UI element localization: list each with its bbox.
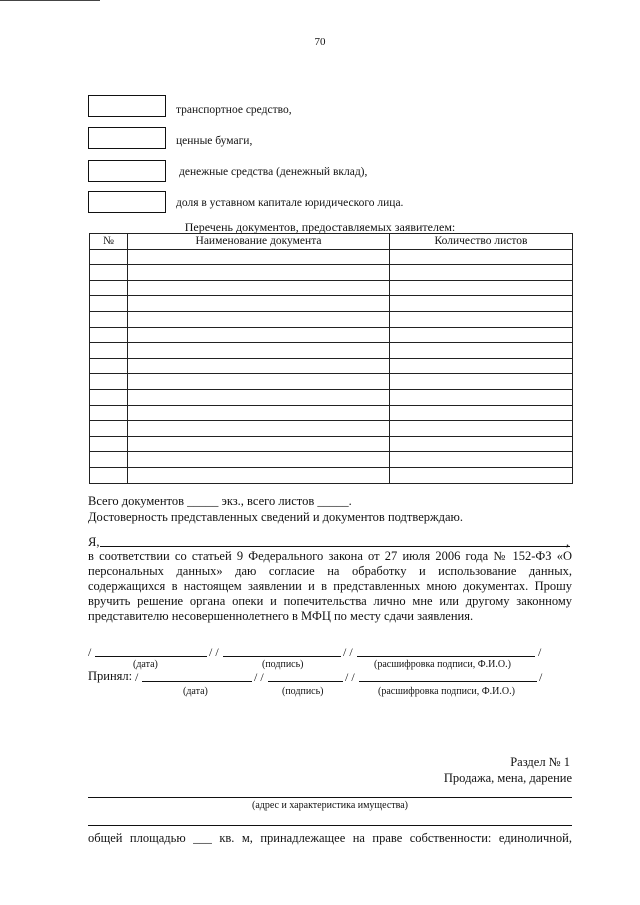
cell-number[interactable]	[90, 452, 128, 468]
header-number: №	[90, 234, 128, 250]
cell-document-name[interactable]	[128, 358, 390, 374]
header-sheet-count: Количество листов	[390, 234, 573, 250]
cell-document-name[interactable]	[128, 327, 390, 343]
sig2-signature-line[interactable]	[268, 671, 343, 682]
cell-number[interactable]	[90, 467, 128, 483]
cell-number[interactable]	[90, 436, 128, 452]
cell-document-name[interactable]	[128, 265, 390, 281]
cell-sheet-count[interactable]	[390, 327, 573, 343]
sig1-date-line[interactable]	[95, 646, 207, 657]
checkbox-share[interactable]	[88, 191, 166, 213]
cell-document-name[interactable]	[128, 311, 390, 327]
cell-number[interactable]	[90, 249, 128, 265]
top-corner-line	[0, 0, 100, 1]
cell-sheet-count[interactable]	[390, 311, 573, 327]
table-row	[90, 343, 573, 359]
table-row	[90, 296, 573, 312]
address-line-2[interactable]	[88, 825, 572, 826]
checkbox-label-securities: ценные бумаги,	[176, 135, 253, 147]
cell-sheet-count[interactable]	[390, 358, 573, 374]
table-row	[90, 280, 573, 296]
checkbox-label-money: денежные средства (денежный вклад),	[179, 166, 368, 178]
cell-sheet-count[interactable]	[390, 249, 573, 265]
sig1-decode-line[interactable]	[357, 646, 535, 657]
cell-number[interactable]	[90, 343, 128, 359]
cell-sheet-count[interactable]	[390, 296, 573, 312]
sig1-signature-line[interactable]	[223, 646, 341, 657]
ya-comma: ,	[566, 535, 570, 549]
sig2-date-line[interactable]	[142, 671, 252, 682]
cell-document-name[interactable]	[128, 296, 390, 312]
cell-number[interactable]	[90, 265, 128, 281]
cell-sheet-count[interactable]	[390, 467, 573, 483]
table-row	[90, 405, 573, 421]
sig1-decode-caption: (расшифровка подписи, Ф.И.О.)	[374, 659, 511, 670]
cell-sheet-count[interactable]	[390, 265, 573, 281]
table-row	[90, 311, 573, 327]
totals-line: Всего документов _____ экз., всего листов _____.	[88, 494, 352, 508]
address-line[interactable]	[88, 797, 572, 798]
documents-caption: Перечень документов, предоставляемых заявителем:	[184, 220, 456, 234]
cell-document-name[interactable]	[128, 452, 390, 468]
cell-document-name[interactable]	[128, 249, 390, 265]
page-number: 70	[314, 36, 326, 48]
checkbox-vehicle[interactable]	[88, 95, 166, 117]
cell-sheet-count[interactable]	[390, 280, 573, 296]
checkbox-securities[interactable]	[88, 127, 166, 149]
sig1-slash-a: / /	[209, 645, 219, 659]
sig1-slash-b: / /	[343, 645, 353, 659]
consent-paragraph: в соответствии со статьей 9 Федерального закона от 27 июля 2006 года № 152-ФЗ «О персональных данных» даю согласие на обработку и использование данных, содержащихся в настоящем заявлении и в представленных мною документах. Прошу вручить решение органа опеки и попечительства лично мне или другому законному представителю несовершеннолетнего в МФЦ по месту сдачи заявления.	[88, 549, 572, 623]
table-row	[90, 421, 573, 437]
cell-document-name[interactable]	[128, 421, 390, 437]
cell-document-name[interactable]	[128, 343, 390, 359]
cell-sheet-count[interactable]	[390, 389, 573, 405]
cell-number[interactable]	[90, 280, 128, 296]
sig2-slash-b: / /	[345, 670, 355, 684]
cell-sheet-count[interactable]	[390, 452, 573, 468]
cell-sheet-count[interactable]	[390, 436, 573, 452]
table-row	[90, 374, 573, 390]
documents-table	[89, 233, 573, 484]
sig1-date-caption: (дата)	[133, 659, 158, 670]
sig2-slash-end: /	[539, 670, 543, 684]
section-subtitle: Продажа, мена, дарение	[443, 771, 572, 785]
accepted-label: Принял:	[88, 669, 133, 683]
cell-number[interactable]	[90, 405, 128, 421]
sig1-slash-end: /	[538, 645, 542, 659]
checkbox-label-share: доля в уставном капитале юридического лица.	[176, 197, 404, 209]
table-row	[90, 249, 573, 265]
sig2-slash-a: / /	[254, 670, 264, 684]
cell-document-name[interactable]	[128, 280, 390, 296]
ya-label: Я,	[88, 535, 100, 549]
cell-number[interactable]	[90, 327, 128, 343]
table-header-row	[90, 234, 573, 250]
cell-sheet-count[interactable]	[390, 374, 573, 390]
cell-number[interactable]	[90, 296, 128, 312]
sig2-decode-caption: (расшифровка подписи, Ф.И.О.)	[378, 686, 515, 697]
table-row	[90, 389, 573, 405]
checkbox-money[interactable]	[88, 160, 166, 182]
confirm-line: Достоверность представленных сведений и документов подтверждаю.	[88, 510, 463, 524]
table-row	[90, 436, 573, 452]
sig2-signature-caption: (подпись)	[282, 686, 324, 697]
sig1-slash-start: /	[88, 645, 92, 659]
sig2-date-caption: (дата)	[183, 686, 208, 697]
table-row	[90, 358, 573, 374]
cell-sheet-count[interactable]	[390, 343, 573, 359]
cell-document-name[interactable]	[128, 374, 390, 390]
cell-number[interactable]	[90, 421, 128, 437]
table-row	[90, 265, 573, 281]
area-line: общей площадью ___ кв. м, принадлежащее на праве собственности: единоличной,	[88, 831, 572, 845]
cell-document-name[interactable]	[128, 467, 390, 483]
section-title: Раздел № 1	[510, 755, 570, 769]
cell-number[interactable]	[90, 311, 128, 327]
cell-document-name[interactable]	[128, 405, 390, 421]
cell-number[interactable]	[90, 389, 128, 405]
header-document-name: Наименование документа	[128, 234, 390, 250]
checkbox-label-vehicle: транспортное средство,	[176, 104, 292, 116]
cell-number[interactable]	[90, 374, 128, 390]
sig2-decode-line[interactable]	[359, 671, 537, 682]
cell-number[interactable]	[90, 358, 128, 374]
cell-document-name[interactable]	[128, 389, 390, 405]
cell-sheet-count[interactable]	[390, 405, 573, 421]
table-row	[90, 467, 573, 483]
cell-sheet-count[interactable]	[390, 421, 573, 437]
cell-document-name[interactable]	[128, 436, 390, 452]
table-row	[90, 452, 573, 468]
table-row	[90, 327, 573, 343]
sig2-slash-start: /	[135, 670, 139, 684]
sig1-signature-caption: (подпись)	[262, 659, 304, 670]
applicant-name-line[interactable]	[100, 546, 570, 547]
address-caption: (адрес и характеристика имущества)	[251, 800, 408, 811]
